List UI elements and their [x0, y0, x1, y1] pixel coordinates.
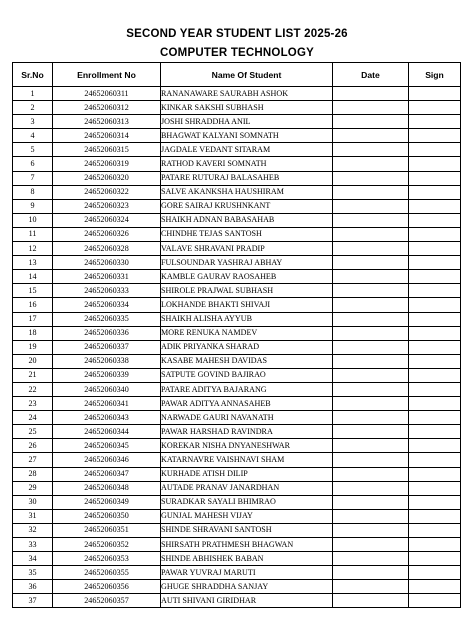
cell-student-name: GORE SAIRAJ KRUSHNKANT: [161, 199, 333, 213]
cell-student-name: FULSOUNDAR YASHRAJ ABHAY: [161, 256, 333, 270]
cell-enrollment-no: 24652060319: [53, 157, 161, 171]
cell-enrollment-no: 24652060320: [53, 171, 161, 185]
cell-enrollment-no: 24652060341: [53, 397, 161, 411]
table-row: [13, 594, 461, 608]
cell-date: [333, 425, 409, 439]
cell-sign: [409, 284, 461, 298]
cell-sr-no: 4: [13, 129, 53, 143]
cell-date: [333, 439, 409, 453]
cell-sr-no: 1: [13, 87, 53, 101]
cell-sr-no: 26: [13, 439, 53, 453]
cell-enrollment-no: 24652060357: [53, 594, 161, 608]
cell-date: [333, 368, 409, 382]
cell-sign: [409, 256, 461, 270]
table-row: [13, 115, 461, 129]
table-row: [13, 242, 461, 256]
cell-student-name: NARWADE GAURI NAVANATH: [161, 411, 333, 425]
cell-enrollment-no: 24652060351: [53, 523, 161, 537]
cell-date: [333, 411, 409, 425]
document-title: SECOND YEAR STUDENT LIST 2025-26: [126, 28, 348, 40]
table-row: [13, 566, 461, 580]
cell-student-name: VALAVE SHRAVANI PRADIP: [161, 242, 333, 256]
table-row: [13, 227, 461, 241]
cell-date: [333, 115, 409, 129]
cell-student-name: MORE RENUKA NAMDEV: [161, 326, 333, 340]
cell-sign: [409, 382, 461, 396]
cell-sign: [409, 270, 461, 284]
cell-sr-no: 32: [13, 523, 53, 537]
cell-enrollment-no: 24652060312: [53, 101, 161, 115]
cell-sr-no: 16: [13, 298, 53, 312]
table-row: [13, 382, 461, 396]
cell-sr-no: 6: [13, 157, 53, 171]
cell-date: [333, 552, 409, 566]
cell-enrollment-no: 24652060331: [53, 270, 161, 284]
cell-sign: [409, 467, 461, 481]
table-row: [13, 580, 461, 594]
cell-sr-no: 37: [13, 594, 53, 608]
cell-date: [333, 312, 409, 326]
table-row: [13, 101, 461, 115]
header-sign: Sign: [409, 63, 461, 87]
cell-student-name: KAMBLE GAURAV RAOSAHEB: [161, 270, 333, 284]
cell-sign: [409, 580, 461, 594]
cell-sign: [409, 340, 461, 354]
cell-date: [333, 227, 409, 241]
cell-date: [333, 397, 409, 411]
cell-sr-no: 7: [13, 171, 53, 185]
cell-sign: [409, 115, 461, 129]
cell-sr-no: 20: [13, 354, 53, 368]
table-row: [13, 213, 461, 227]
cell-student-name: JAGDALE VEDANT SITARAM: [161, 143, 333, 157]
cell-sign: [409, 242, 461, 256]
cell-date: [333, 256, 409, 270]
cell-student-name: SATPUTE GOVIND BAJIRAO: [161, 368, 333, 382]
cell-date: [333, 495, 409, 509]
cell-enrollment-no: 24652060314: [53, 129, 161, 143]
cell-sign: [409, 566, 461, 580]
table-row: [13, 467, 461, 481]
cell-enrollment-no: 24652060338: [53, 354, 161, 368]
cell-sign: [409, 439, 461, 453]
cell-sign: [409, 523, 461, 537]
cell-date: [333, 171, 409, 185]
cell-date: [333, 242, 409, 256]
cell-student-name: PAWAR ADITYA ANNASAHEB: [161, 397, 333, 411]
header-sr-no: Sr.No: [13, 63, 53, 87]
cell-sign: [409, 368, 461, 382]
table-row: [13, 312, 461, 326]
cell-sr-no: 23: [13, 397, 53, 411]
cell-student-name: RANANAWARE SAURABH ASHOK: [161, 87, 333, 101]
table-row: [13, 171, 461, 185]
cell-enrollment-no: 24652060340: [53, 382, 161, 396]
cell-enrollment-no: 24652060330: [53, 256, 161, 270]
table-row: [13, 495, 461, 509]
cell-sign: [409, 552, 461, 566]
cell-sr-no: 30: [13, 495, 53, 509]
cell-sr-no: 21: [13, 368, 53, 382]
cell-sign: [409, 411, 461, 425]
cell-sr-no: 9: [13, 199, 53, 213]
table-header: [13, 63, 461, 87]
table-row: [13, 411, 461, 425]
cell-enrollment-no: 24652060333: [53, 284, 161, 298]
cell-enrollment-no: 24652060313: [53, 115, 161, 129]
cell-sign: [409, 213, 461, 227]
cell-student-name: GHUGE SHRADDHA SANJAY: [161, 580, 333, 594]
cell-enrollment-no: 24652060345: [53, 439, 161, 453]
cell-student-name: LOKHANDE BHAKTI SHIVAJI: [161, 298, 333, 312]
header-student-name: Name Of Student: [161, 63, 333, 87]
table-row: [13, 199, 461, 213]
table-row: [13, 87, 461, 101]
table-row: [13, 453, 461, 467]
cell-sign: [409, 425, 461, 439]
cell-date: [333, 284, 409, 298]
table-row: [13, 298, 461, 312]
cell-sr-no: 14: [13, 270, 53, 284]
cell-enrollment-no: 24652060344: [53, 425, 161, 439]
cell-sr-no: 13: [13, 256, 53, 270]
cell-enrollment-no: 24652060356: [53, 580, 161, 594]
cell-enrollment-no: 24652060334: [53, 298, 161, 312]
table-row: [13, 340, 461, 354]
cell-student-name: PAWAR HARSHAD RAVINDRA: [161, 425, 333, 439]
cell-sign: [409, 87, 461, 101]
cell-sign: [409, 495, 461, 509]
cell-student-name: SHIRSATH PRATHMESH BHAGWAN: [161, 538, 333, 552]
cell-student-name: SHIROLE PRAJWAL SUBHASH: [161, 284, 333, 298]
table-row: [13, 143, 461, 157]
student-list-table: [12, 62, 461, 608]
cell-date: [333, 453, 409, 467]
cell-date: [333, 481, 409, 495]
cell-sign: [409, 481, 461, 495]
cell-sr-no: 35: [13, 566, 53, 580]
cell-student-name: PATARE ADITYA BAJARANG: [161, 382, 333, 396]
table-row: [13, 523, 461, 537]
cell-enrollment-no: 24652060323: [53, 199, 161, 213]
cell-student-name: ADIK PRIYANKA SHARAD: [161, 340, 333, 354]
cell-enrollment-no: 24652060349: [53, 495, 161, 509]
cell-sign: [409, 397, 461, 411]
table-row: [13, 552, 461, 566]
cell-date: [333, 270, 409, 284]
cell-sign: [409, 199, 461, 213]
cell-enrollment-no: 24652060350: [53, 509, 161, 523]
cell-sr-no: 28: [13, 467, 53, 481]
cell-date: [333, 354, 409, 368]
cell-date: [333, 467, 409, 481]
cell-date: [333, 213, 409, 227]
cell-sign: [409, 101, 461, 115]
cell-enrollment-no: 24652060346: [53, 453, 161, 467]
cell-student-name: PATARE RUTURAJ BALASAHEB: [161, 171, 333, 185]
cell-sign: [409, 157, 461, 171]
table-row: [13, 439, 461, 453]
table-row: [13, 185, 461, 199]
cell-sr-no: 2: [13, 101, 53, 115]
cell-date: [333, 326, 409, 340]
cell-enrollment-no: 24652060336: [53, 326, 161, 340]
cell-enrollment-no: 24652060353: [53, 552, 161, 566]
cell-enrollment-no: 24652060343: [53, 411, 161, 425]
cell-student-name: SHAIKH ALISHA AYYUB: [161, 312, 333, 326]
cell-sign: [409, 143, 461, 157]
table-row: [13, 397, 461, 411]
cell-sign: [409, 185, 461, 199]
cell-date: [333, 523, 409, 537]
table-row: [13, 538, 461, 552]
table-row: [13, 157, 461, 171]
cell-sr-no: 22: [13, 382, 53, 396]
cell-student-name: KURHADE ATISH DILIP: [161, 467, 333, 481]
cell-date: [333, 157, 409, 171]
cell-sr-no: 18: [13, 326, 53, 340]
cell-date: [333, 509, 409, 523]
cell-sign: [409, 594, 461, 608]
cell-sr-no: 19: [13, 340, 53, 354]
cell-sr-no: 15: [13, 284, 53, 298]
cell-student-name: SHINDE ABHISHEK BABAN: [161, 552, 333, 566]
cell-date: [333, 340, 409, 354]
cell-enrollment-no: 24652060324: [53, 213, 161, 227]
cell-date: [333, 129, 409, 143]
cell-student-name: BHAGWAT KALYANI SOMNATH: [161, 129, 333, 143]
cell-sr-no: 31: [13, 509, 53, 523]
table-row: [13, 368, 461, 382]
cell-enrollment-no: 24652060326: [53, 227, 161, 241]
cell-date: [333, 566, 409, 580]
cell-sr-no: 12: [13, 242, 53, 256]
cell-enrollment-no: 24652060352: [53, 538, 161, 552]
cell-date: [333, 199, 409, 213]
cell-date: [333, 143, 409, 157]
cell-enrollment-no: 24652060355: [53, 566, 161, 580]
table-row: [13, 129, 461, 143]
table-row: [13, 326, 461, 340]
cell-enrollment-no: 24652060339: [53, 368, 161, 382]
cell-sign: [409, 326, 461, 340]
cell-sr-no: 24: [13, 411, 53, 425]
cell-sign: [409, 354, 461, 368]
table-row: [13, 256, 461, 270]
cell-sign: [409, 227, 461, 241]
cell-sign: [409, 509, 461, 523]
cell-sr-no: 29: [13, 481, 53, 495]
table-row: [13, 425, 461, 439]
cell-date: [333, 580, 409, 594]
cell-student-name: RATHOD KAVERI SOMNATH: [161, 157, 333, 171]
cell-sr-no: 17: [13, 312, 53, 326]
header-enrollment-no: Enrollment No: [53, 63, 161, 87]
cell-sign: [409, 538, 461, 552]
cell-sr-no: 3: [13, 115, 53, 129]
cell-sign: [409, 298, 461, 312]
cell-sr-no: 5: [13, 143, 53, 157]
cell-student-name: SHINDE SHRAVANI SANTOSH: [161, 523, 333, 537]
cell-student-name: GUNJAL MAHESH VIJAY: [161, 509, 333, 523]
cell-enrollment-no: 24652060322: [53, 185, 161, 199]
cell-sr-no: 27: [13, 453, 53, 467]
cell-date: [333, 538, 409, 552]
header-row: [13, 63, 461, 87]
cell-enrollment-no: 24652060328: [53, 242, 161, 256]
cell-student-name: KASABE MAHESH DAVIDAS: [161, 354, 333, 368]
cell-enrollment-no: 24652060335: [53, 312, 161, 326]
document-subtitle: COMPUTER TECHNOLOGY: [160, 47, 314, 59]
cell-date: [333, 87, 409, 101]
cell-sign: [409, 312, 461, 326]
cell-student-name: SHAIKH ADNAN BABASAHAB: [161, 213, 333, 227]
cell-student-name: AUTADE PRANAV JANARDHAN: [161, 481, 333, 495]
table-row: [13, 354, 461, 368]
cell-date: [333, 382, 409, 396]
cell-sign: [409, 129, 461, 143]
cell-date: [333, 594, 409, 608]
cell-sr-no: 25: [13, 425, 53, 439]
table-body: [13, 87, 461, 608]
cell-enrollment-no: 24652060337: [53, 340, 161, 354]
header-date: Date: [333, 63, 409, 87]
cell-sr-no: 8: [13, 185, 53, 199]
cell-student-name: KATARNAVRE VAISHNAVI SHAM: [161, 453, 333, 467]
cell-student-name: JOSHI SHRADDHA ANIL: [161, 115, 333, 129]
cell-date: [333, 298, 409, 312]
cell-student-name: KOREKAR NISHA DNYANESHWAR: [161, 439, 333, 453]
table-row: [13, 270, 461, 284]
cell-date: [333, 185, 409, 199]
cell-student-name: KINKAR SAKSHI SUBHASH: [161, 101, 333, 115]
cell-student-name: AUTI SHIVANI GIRIDHAR: [161, 594, 333, 608]
cell-date: [333, 101, 409, 115]
cell-enrollment-no: 24652060311: [53, 87, 161, 101]
cell-enrollment-no: 24652060348: [53, 481, 161, 495]
cell-enrollment-no: 24652060347: [53, 467, 161, 481]
cell-sr-no: 11: [13, 227, 53, 241]
cell-sr-no: 10: [13, 213, 53, 227]
cell-sign: [409, 171, 461, 185]
cell-sr-no: 33: [13, 538, 53, 552]
cell-sign: [409, 453, 461, 467]
cell-sr-no: 34: [13, 552, 53, 566]
table-row: [13, 481, 461, 495]
table-row: [13, 509, 461, 523]
cell-sr-no: 36: [13, 580, 53, 594]
cell-student-name: PAWAR YUVRAJ MARUTI: [161, 566, 333, 580]
cell-student-name: SALVE AKANKSHA HAUSHIRAM: [161, 185, 333, 199]
cell-student-name: SURADKAR SAYALI BHIMRAO: [161, 495, 333, 509]
cell-enrollment-no: 24652060315: [53, 143, 161, 157]
cell-student-name: CHINDHE TEJAS SANTOSH: [161, 227, 333, 241]
table-row: [13, 284, 461, 298]
